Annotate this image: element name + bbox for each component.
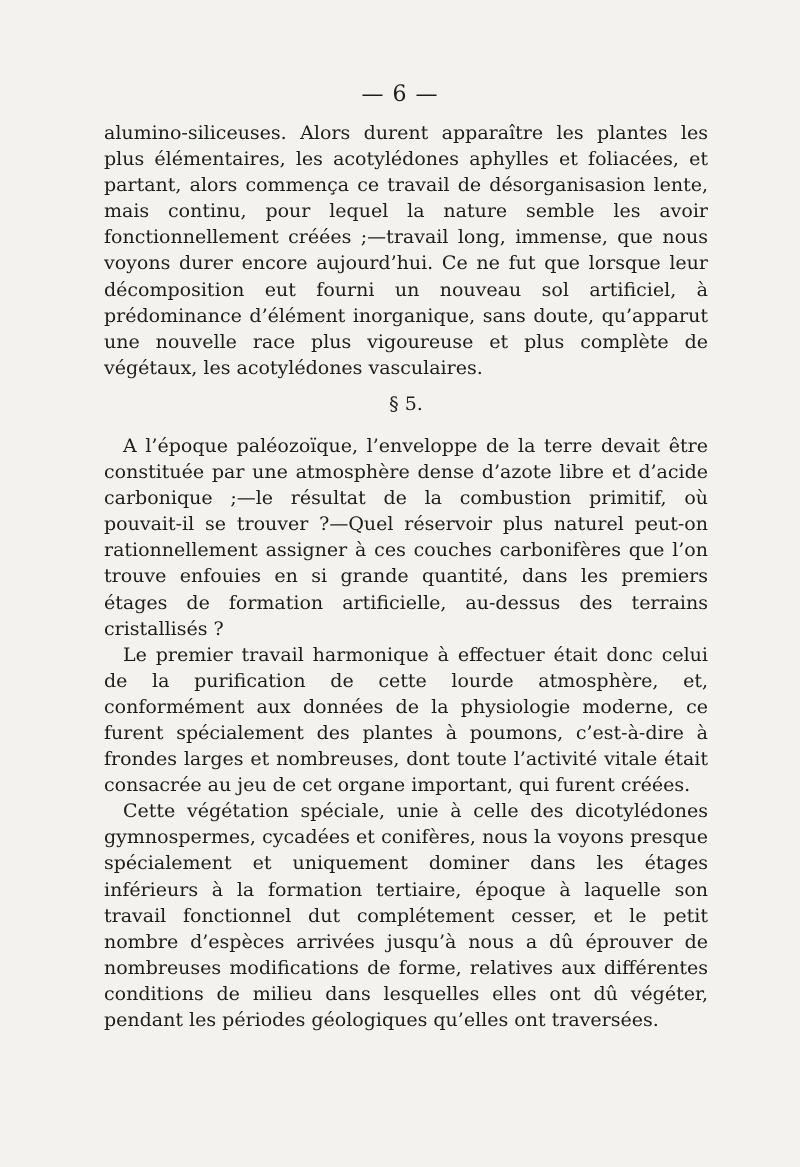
paragraph-4: Cette végétation spéciale, unie à celle des dicotylédones gymnospermes, cycadées et conifères, nous la voyons presque spécialement et uniquement dominer dans les étages inférieurs à la formation tertiaire, époque à laquelle son travail fonctionnel dut complétement cesser, et le petit nombre d’espèces arrivées jusqu’à nous a dû éprouver de nombreuses modifications de forme, relatives aux différentes conditions de milieu dans lesquelles elles ont dû végéter, pendant les périodes géologiques qu’elles ont traversées. — [104, 800, 708, 1031]
body-text — [104, 120, 708, 1033]
paragraph-2: A l’époque paléozoïque, l’enveloppe de la terre devait être constituée par une atmosphère dense d’azote libre et d’acide carbonique ;—le résultat de la combustion primitif, où pouvait-il se trouver ?—Quel réservoir plus naturel peut-on rationnellement assigner à ces couches carbonifères que l’on trouve enfouies en si grande quantité, dans les premiers étages de formation artificielle, au-dessus des terrains cristallisés ? — [104, 434, 708, 640]
paragraph-3: Le premier travail harmonique à effectuer était donc celui de la purification de cette lourde atmosphère, et, conformément aux données de la physiologie moderne, ce furent spécialement des plantes à poumons, c’est-à-dire à frondes larges et nombreuses, dont toute l’activité vitale était consacrée au jeu de cet organe important, qui furent créées. — [104, 643, 708, 797]
section-heading: § 5. — [389, 392, 423, 415]
paragraph-1: alumino-siliceuses. Alors durent apparaître les plantes les plus élémentaires, les acotylédones aphylles et foliacées, et partant, alors commença ce travail de désorganisasion lente, mais continu, pour lequel la nature semble les avoir fonctionnellement créées ;—travail long, immense, que nous voyons durer encore aujourd’hui. Ce ne fut que lorsque leur décomposition eut fourni un nouveau sol artificiel, à prédominance d’élément inorganique, sans doute, qu’apparut une nouvelle race plus vigoureuse et plus complète de végétaux, les acotylédones vasculaires. — [104, 122, 708, 379]
page-number: — 6 — — [361, 82, 439, 107]
